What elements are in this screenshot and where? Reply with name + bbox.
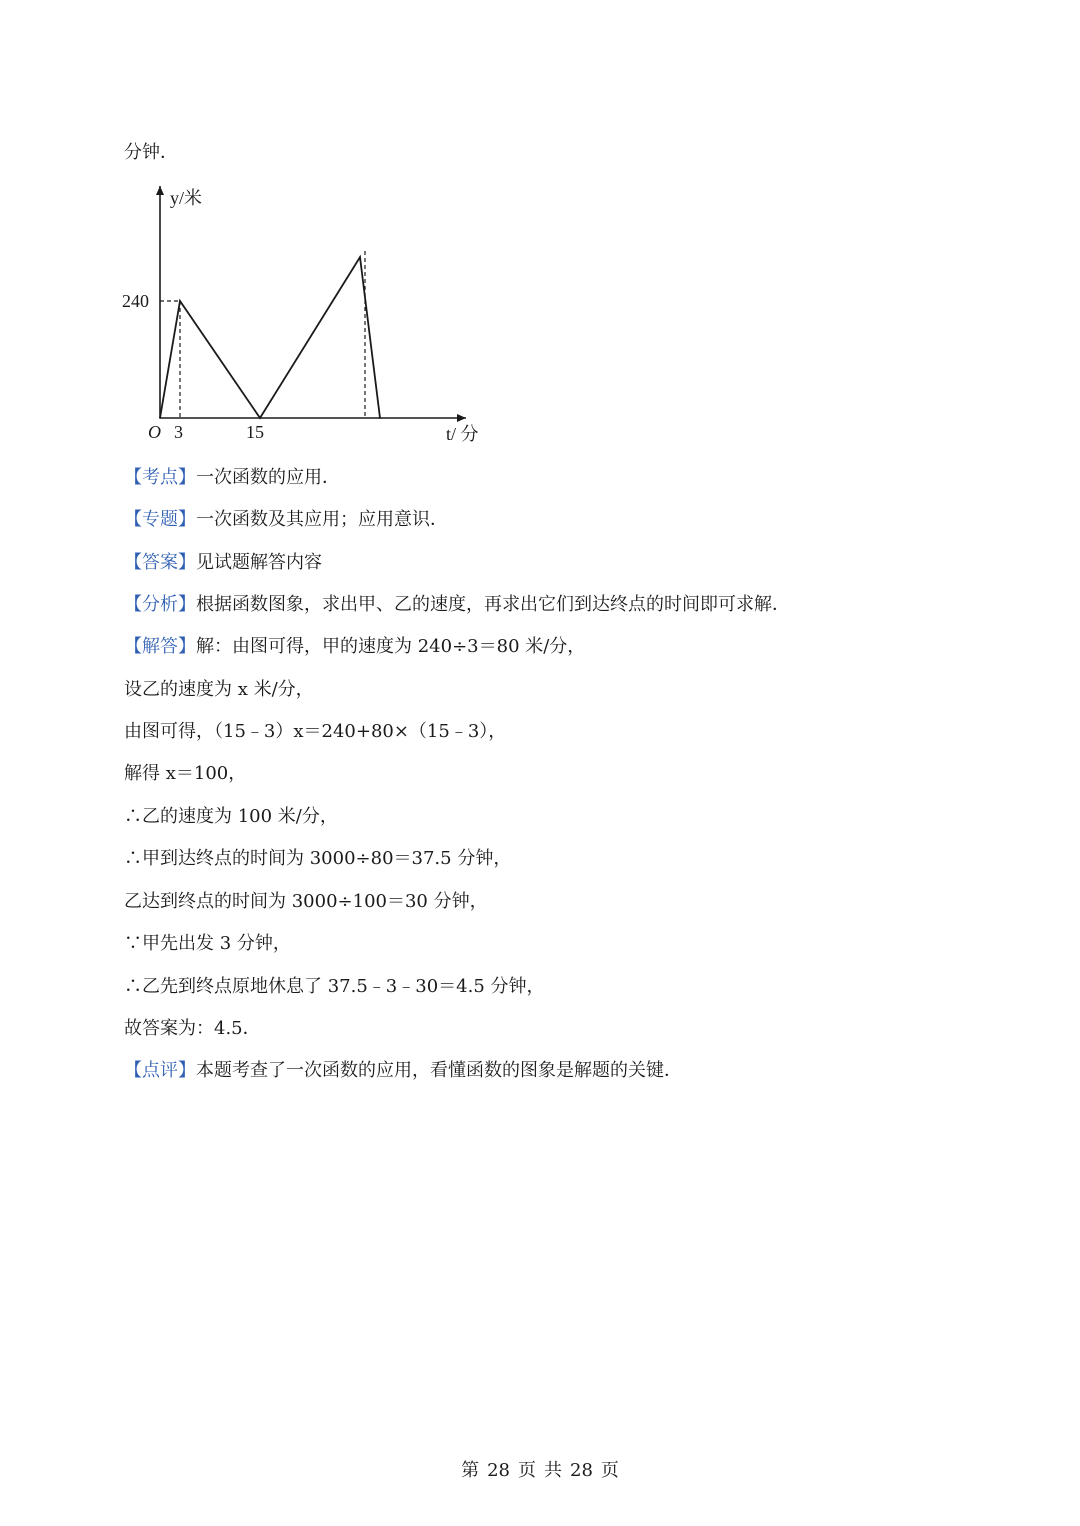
solution-line-8: ∴乙先到终点原地休息了 37.5﹣3﹣30＝4.5 分钟， xyxy=(124,976,545,997)
function-graph xyxy=(118,180,498,450)
section-dianping xyxy=(124,1059,682,1083)
daan-text: 见试题解答内容 xyxy=(196,552,322,573)
footer-total-label: 共 xyxy=(544,1460,562,1481)
section-jieda xyxy=(124,635,585,659)
tag-daan: 【答案】 xyxy=(124,552,196,573)
x-tick-15: 15 xyxy=(246,422,264,442)
fenxi-text: 根据函数图象，求出甲、乙的速度，再求出它们到达终点的时间即可求解． xyxy=(196,594,790,615)
graph-vertex xyxy=(379,417,381,419)
graph-vertex xyxy=(179,300,181,302)
section-zhuanti xyxy=(124,508,448,532)
tag-kaodian: 【考点】 xyxy=(124,467,196,488)
intro-text: 分钟． xyxy=(124,142,178,163)
zhuanti-text: 一次函数及其应用；应用意识． xyxy=(196,509,448,530)
x-tick-3: 3 xyxy=(174,422,183,442)
dianping-text: 本题考查了一次函数的应用，看懂函数的图象是解题的关键． xyxy=(196,1060,682,1081)
jieda-text: 解：由图可得，甲的速度为 240÷3＝80 米/分， xyxy=(196,636,586,657)
solution-line-6: 乙达到终点的时间为 3000÷100＝30 分钟， xyxy=(124,891,488,912)
solution-line-1: 设乙的速度为 x 米/分， xyxy=(124,679,314,700)
y-axis-label: y/米 xyxy=(170,188,203,208)
section-daan xyxy=(124,551,322,575)
footer-page-unit: 页 xyxy=(518,1460,536,1481)
graph-vertex xyxy=(259,417,261,419)
footer-total-unit: 页 xyxy=(600,1460,619,1481)
footer-total-num: 28 xyxy=(570,1460,593,1481)
y-tick-240: 240 xyxy=(122,291,149,311)
origin-label: O xyxy=(148,422,161,442)
footer-page-label: 第 xyxy=(461,1460,480,1481)
solution-line-2: 由图可得，（15﹣3）x＝240+80×（15﹣3）， xyxy=(124,721,507,742)
solution-line-9: 故答案为：4.5． xyxy=(124,1018,261,1039)
tag-fenxi: 【分析】 xyxy=(124,594,196,615)
page-footer xyxy=(0,1456,1080,1482)
tag-dianping: 【点评】 xyxy=(124,1060,196,1081)
solution-line-5: ∴甲到达终点的时间为 3000÷80＝37.5 分钟， xyxy=(124,848,512,869)
footer-page-num: 28 xyxy=(487,1460,510,1481)
graph-vertex xyxy=(359,256,361,258)
tag-jieda: 【解答】 xyxy=(124,636,196,657)
section-kaodian xyxy=(124,466,340,490)
graph-vertex xyxy=(159,417,161,419)
kaodian-text: 一次函数的应用． xyxy=(196,467,340,488)
solution-line-3: 解得 x＝100， xyxy=(124,763,247,784)
graph-polyline xyxy=(160,257,380,418)
x-axis-label: t/ 分 xyxy=(446,424,479,444)
section-fenxi xyxy=(124,593,790,617)
tag-zhuanti: 【专题】 xyxy=(124,509,196,530)
solution-line-4: ∴乙的速度为 100 米/分， xyxy=(124,806,338,827)
solution-line-7: ∵甲先出发 3 分钟， xyxy=(124,933,291,954)
